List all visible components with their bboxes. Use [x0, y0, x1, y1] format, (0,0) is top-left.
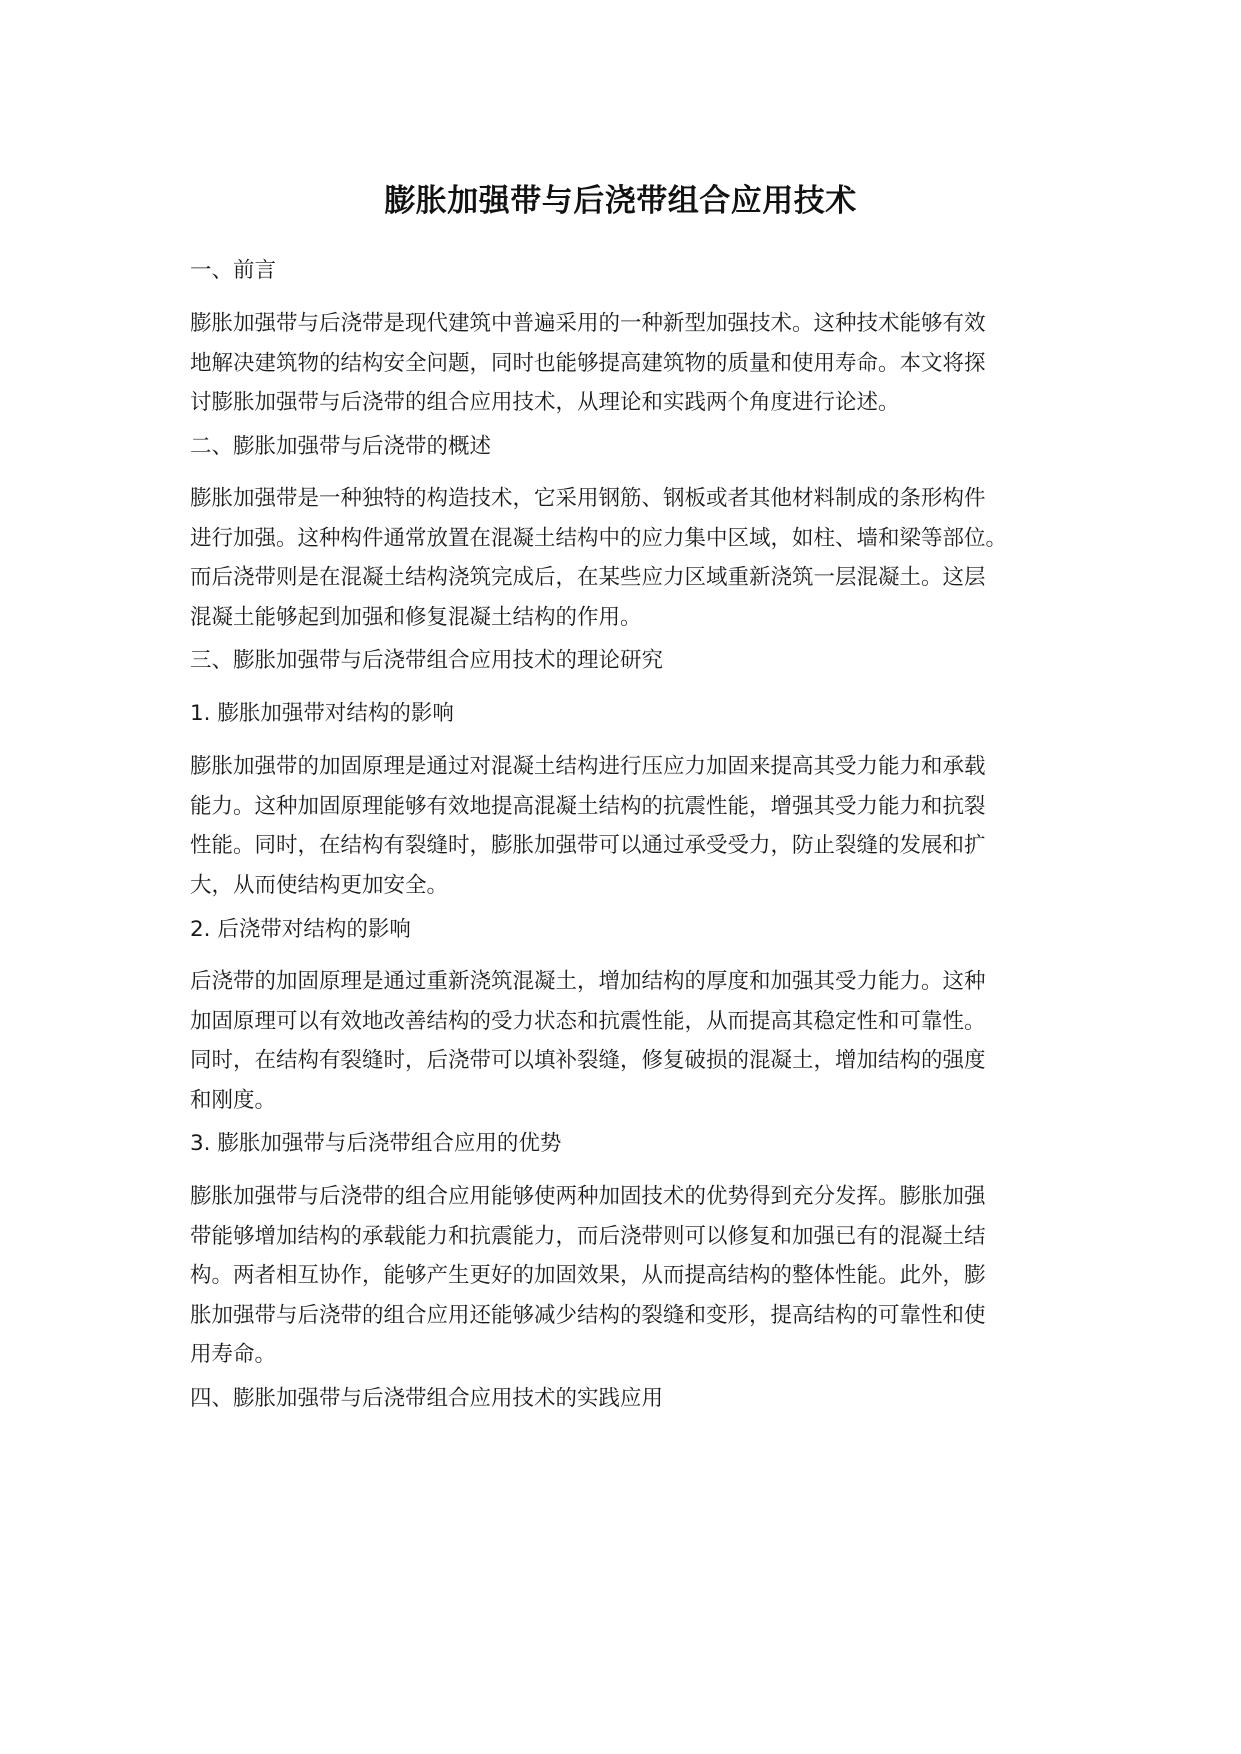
paragraph-line: 而后浇带则是在混凝土结构浇筑完成后，在某些应力区域重新浇筑一层混凝土。这层: [190, 565, 986, 590]
paragraph-line: 膨胀加强带是一种独特的构造技术，它采用钢筋、钢板或者其他材料制成的条形构件: [190, 486, 986, 511]
paragraph-line: 地解决建筑物的结构安全问题，同时也能够提高建筑物的质量和使用寿命。本文将探: [190, 350, 986, 376]
section-heading-intro: 一、前言: [190, 258, 277, 283]
paragraph-intro: [190, 304, 1090, 423]
section-heading-overview: 二、膨胀加强带与后浇带的概述: [190, 434, 492, 459]
paragraph-line: 性能。同时，在结构有裂缝时，膨胀加强带可以通过承受受力，防止裂缝的发展和扩: [190, 833, 986, 858]
document-title: 膨胀加强带与后浇带组合应用技术: [384, 183, 857, 219]
paragraph-line: 能力。这种加固原理能够有效地提高混凝土结构的抗震性能，增强其受力能力和抗裂: [190, 793, 986, 819]
paragraph-theory-1: [190, 747, 1090, 905]
section-heading-practice: 四、膨胀加强带与后浇带组合应用技术的实践应用: [190, 1386, 664, 1411]
paragraph-line: 构。两者相互协作，能够产生更好的加固效果，从而提高结构的整体性能。此外，膨: [190, 1263, 986, 1288]
paragraph-line: 用寿命。: [190, 1342, 277, 1367]
paragraph-line: 同时，在结构有裂缝时，后浇带可以填补裂缝，修复破损的混凝土，增加结构的强度: [190, 1048, 986, 1073]
subsection-heading-1: 1. 膨胀加强带对结构的影响: [190, 701, 454, 726]
paragraph-line: 讨膨胀加强带与后浇带的组合应用技术，从理论和实践两个角度进行论述。: [190, 390, 900, 415]
paragraph-line: 膨胀加强带的加固原理是通过对混凝土结构进行压应力加固来提高其受力能力和承载: [190, 754, 986, 779]
paragraph-line: 膨胀加强带与后浇带的组合应用能够使两种加固技术的优势得到充分发挥。膨胀加强: [190, 1184, 986, 1209]
subsection-heading-2: 2. 后浇带对结构的影响: [190, 917, 411, 942]
paragraph-line: 后浇带的加固原理是通过重新浇筑混凝土，增加结构的厚度和加强其受力能力。这种: [190, 969, 986, 994]
paragraph-line: 胀加强带与后浇带的组合应用还能够减少结构的裂缝和变形，提高结构的可靠性和使: [190, 1302, 986, 1328]
paragraph-line: 带能够增加结构的承载能力和抗震能力，而后浇带则可以修复和加强已有的混凝土结: [190, 1223, 986, 1249]
paragraph-line: 加固原理可以有效地改善结构的受力状态和抗震性能，从而提高其稳定性和可靠性。: [190, 1008, 986, 1034]
paragraph-overview: [190, 479, 1090, 637]
section-heading-theory: 三、膨胀加强带与后浇带组合应用技术的理论研究: [190, 648, 664, 673]
paragraph-theory-3: [190, 1177, 1090, 1375]
paragraph-line: 膨胀加强带与后浇带是现代建筑中普遍采用的一种新型加强技术。这种技术能够有效: [190, 311, 986, 336]
paragraph-line: 混凝土能够起到加强和修复混凝土结构的作用。: [190, 604, 642, 630]
paragraph-line: 进行加强。这种构件通常放置在混凝土结构中的应力集中区域，如柱、墙和梁等部位。: [190, 525, 1008, 551]
paragraph-line: 大，从而使结构更加安全。: [190, 872, 449, 898]
paragraph-theory-2: [190, 962, 1090, 1120]
paragraph-line: 和刚度。: [190, 1087, 277, 1113]
subsection-heading-3: 3. 膨胀加强带与后浇带组合应用的优势: [190, 1131, 562, 1156]
